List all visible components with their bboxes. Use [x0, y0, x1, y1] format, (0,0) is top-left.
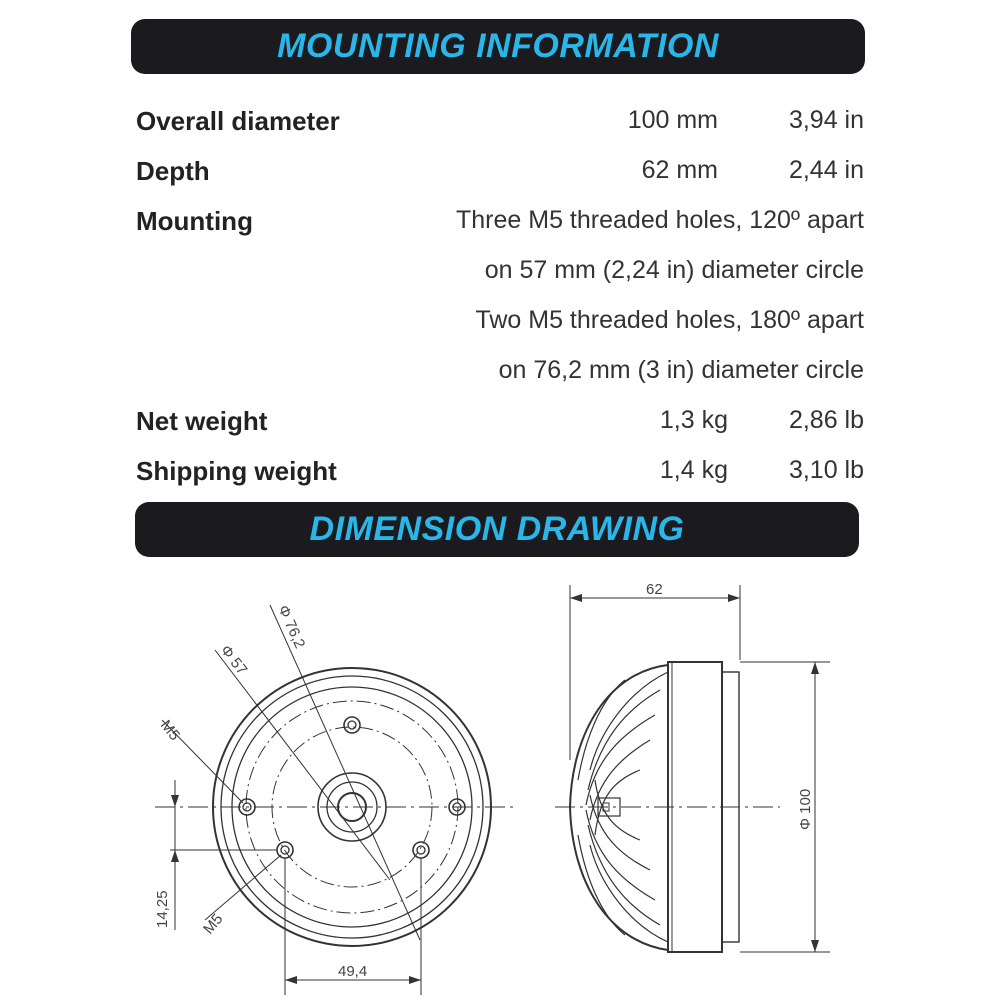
dim-100-label: Φ 100: [797, 788, 814, 830]
front-arrows: [171, 795, 421, 984]
net-weight-metric: 1,3 kg: [659, 406, 728, 434]
side-arrows: [570, 594, 819, 952]
front-view: [155, 602, 515, 995]
m5-hole-top: [344, 717, 360, 733]
dimension-drawing-title: DIMENSION DRAWING: [309, 510, 685, 548]
mounting-line-2: on 57 mm (2,24 in) diameter circle: [484, 256, 864, 284]
shipping-weight-label: Shipping weight: [136, 456, 337, 486]
mounting-information-title: MOUNTING INFORMATION: [277, 27, 719, 65]
rear-housing-outline: [570, 665, 668, 950]
depth-metric: 62 mm: [641, 156, 718, 184]
dim-494-label: 49,4: [338, 963, 368, 980]
depth-imperial: 2,44 in: [788, 156, 864, 184]
overall-diameter-label: Overall diameter: [136, 106, 340, 136]
dia-57-label: Φ 57: [216, 641, 251, 679]
m5-bottom-leader: [205, 855, 281, 920]
net-weight-label: Net weight: [136, 406, 268, 436]
dia-762-label: Φ 76,2: [274, 602, 309, 652]
mounting-line-1: Three M5 threaded holes, 120º apart: [456, 206, 864, 234]
dim-62-label: 62: [646, 581, 663, 598]
shipping-weight-metric: 1,4 kg: [659, 456, 728, 484]
overall-diameter-metric: 100 mm: [627, 106, 718, 134]
m5-hole-bottom-right: [413, 842, 429, 858]
overall-diameter-imperial: 3,94 in: [788, 106, 864, 134]
mounting-line-3: Two M5 threaded holes, 180º apart: [475, 306, 864, 334]
mounting-line-4: on 76,2 mm (3 in) diameter circle: [498, 356, 864, 384]
side-view: [555, 585, 830, 952]
mounting-label: Mounting: [136, 206, 253, 236]
shipping-weight-imperial: 3,10 lb: [788, 456, 864, 484]
dia-762-leader: [270, 602, 420, 940]
depth-label: Depth: [136, 156, 210, 186]
dia-57-leader: [215, 650, 390, 880]
dim-1425-label: 14,25: [154, 890, 171, 928]
m5-bottom-label: M5: [200, 910, 227, 938]
m5-top-label: M5: [156, 716, 184, 744]
net-weight-imperial: 2,86 lb: [788, 406, 864, 434]
